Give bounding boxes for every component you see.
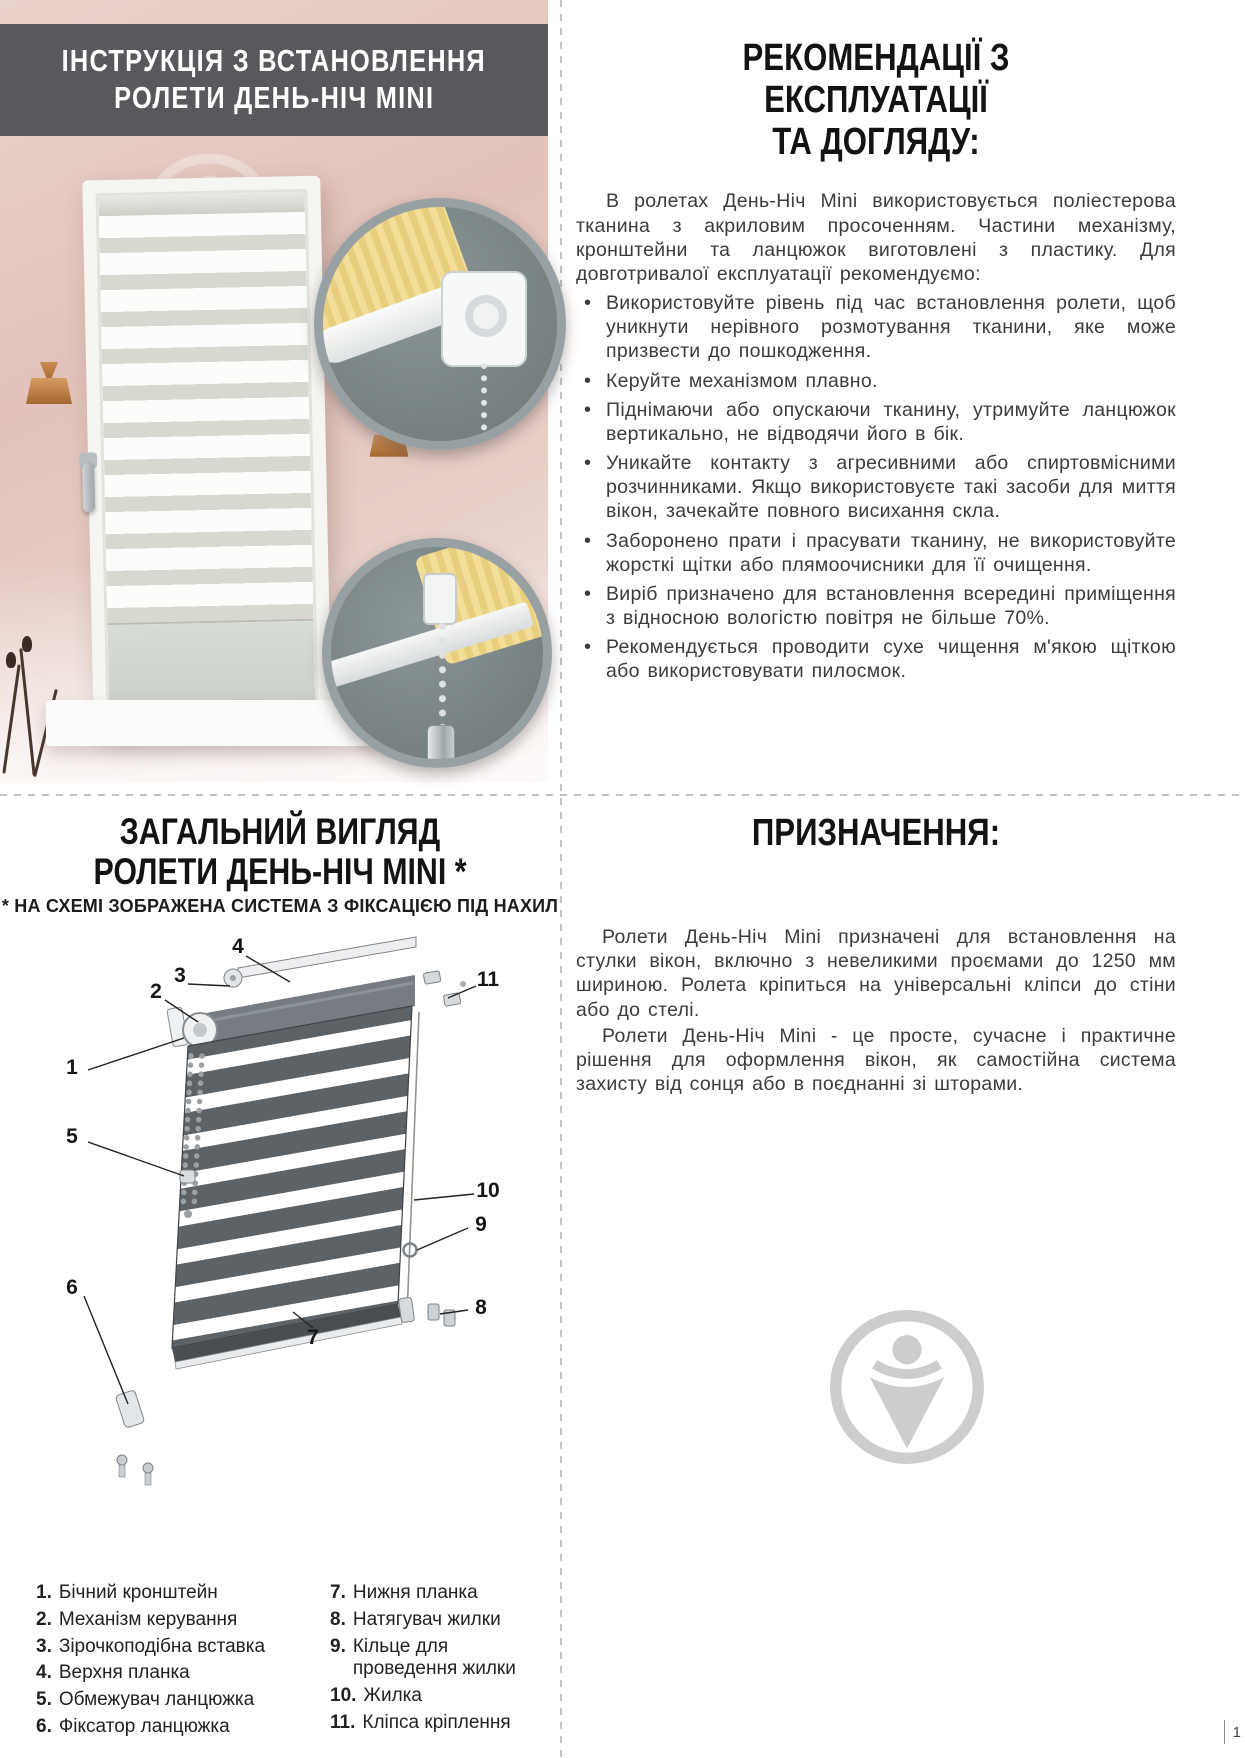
- recommendation-item: [576, 369, 1176, 393]
- legend-label: Зірочкоподібна вставка: [58, 1635, 266, 1657]
- control-mechanism-icon: [441, 271, 527, 367]
- bead-chain-icon: [481, 363, 487, 450]
- recommendation-text: Уникайте контакту з агресивними або спиртовмісними розчинниками. Якщо використовуєте такі засоби для миття вікон, зачекайте повного висихання скла.: [606, 452, 1176, 523]
- window-sill: [46, 700, 376, 746]
- recommendations-section: [576, 0, 1176, 684]
- callout-4: 4: [232, 935, 244, 958]
- legend-label: Жилка: [363, 1685, 422, 1707]
- mechanism-closeup-circle: [314, 198, 566, 450]
- window-handle-icon: [82, 462, 95, 512]
- window-with-blind: [82, 176, 332, 737]
- recommendations-intro: В ролетах День-Ніч Mini використовується поліестерова тканина з акриловим просоченням. Частини механізму, кронштейни та ланцюжок виготовлені з пластику. Для довготривалої експлуатації рекомендуємо:: [576, 190, 1176, 285]
- chain-clip-icon: [423, 573, 457, 625]
- page-number: [1224, 1720, 1241, 1744]
- legend-number: 1.: [36, 1582, 52, 1603]
- recommendation-item: [576, 635, 1176, 683]
- screw-part: [143, 1463, 153, 1473]
- page-number-value: 1: [1232, 1723, 1241, 1741]
- legend-number: 4.: [36, 1662, 52, 1684]
- recommendation-text: Рекомендується проводити сухе чищення м'якою щіткою або використовувати пилосмок.: [606, 636, 1176, 683]
- recommendations-title-line1: РЕКОМЕНДАЦІЇ З ЕКСПЛУАТАЦІЇ: [742, 37, 1010, 121]
- callout-5: 5: [66, 1125, 78, 1148]
- bead-chain-icon: [439, 623, 446, 731]
- purpose-section: [576, 812, 1176, 1096]
- overview-title-line2: РОЛЕТИ ДЕНЬ-НІЧ MINI *: [93, 850, 467, 892]
- legend-item: [330, 1685, 550, 1708]
- vertical-dashed-divider: [560, 0, 562, 1758]
- legend-label: Натягувач жилки: [352, 1608, 501, 1630]
- chain-weight-icon: [427, 725, 455, 765]
- legend-label: Фіксатор ланцюжка: [58, 1715, 230, 1737]
- overview-title-line1: ЗАГАЛЬНИЙ ВИГЛЯД: [119, 811, 441, 852]
- tensioner-part: [428, 1304, 439, 1320]
- legend-item: [36, 1636, 316, 1659]
- overview-subtitle: * НА СХЕМІ ЗОБРАЖЕНА СИСТЕМА З ФІКСАЦІЄЮ ПІД НАХИЛ: [1, 896, 559, 916]
- legend-item: [330, 1636, 550, 1682]
- legend-right-column: [330, 1582, 550, 1739]
- purpose-paragraph-1: Ролети День-Ніч Mini призначені для встановлення на стулки вікон, включно з невеликими проємами до 1250 мм шириною. Ролета кріпиться на універсальні кліпси до стіни або до стелі.: [576, 926, 1176, 1021]
- install-title-line1: ІНСТРУКЦІЯ З ВСТАНОВЛЕННЯ: [61, 43, 487, 79]
- chain-stopper-part: [180, 1170, 195, 1183]
- legend-number: 8.: [330, 1608, 346, 1630]
- legend-item: [330, 1712, 550, 1735]
- recommendation-item: [576, 529, 1176, 577]
- legend-number: 9.: [330, 1635, 346, 1657]
- install-title-line2: РОЛЕТИ ДЕНЬ-НІЧ MINI: [113, 80, 435, 115]
- tensioner-part: [398, 1297, 414, 1323]
- plant-bud-icon: [6, 652, 16, 668]
- legend-number: 11.: [330, 1711, 356, 1733]
- callout-3: 3: [174, 964, 186, 987]
- installation-photo: [0, 0, 548, 782]
- legend-label: Верхня планка: [58, 1662, 190, 1684]
- purpose-title-text: ПРИЗНАЧЕННЯ:: [751, 812, 1001, 854]
- legend-label: Обмежувач ланцюжка: [58, 1689, 255, 1711]
- plant-bud-icon: [22, 636, 32, 652]
- screw-part: [117, 1455, 127, 1465]
- callout-10: 10: [476, 1179, 500, 1202]
- clip-part: [443, 993, 461, 1007]
- brand-watermark-icon: [826, 1306, 988, 1468]
- roller-blind-diagram: [0, 920, 560, 1580]
- legend-item: [330, 1582, 550, 1605]
- legend-left-column: [36, 1582, 316, 1743]
- legend-item: [36, 1689, 316, 1712]
- screw-part: [460, 981, 466, 987]
- top-bar-part: [238, 937, 416, 978]
- zebra-blind-fabric: [99, 212, 314, 625]
- callout-2: 2: [150, 980, 162, 1003]
- fabric-part: [172, 1006, 412, 1348]
- overview-title: [0, 812, 560, 892]
- horizontal-dashed-divider: [0, 794, 1245, 796]
- chain-fixator-part: [115, 1390, 145, 1429]
- legend-item: [36, 1716, 316, 1739]
- window-frame: [95, 189, 318, 723]
- recommendation-text: Піднімаючи або опускаючи тканину, утримуйте ланцюжок вертикально, не відводячи його в бік.: [606, 398, 1176, 445]
- clip-part: [423, 971, 441, 985]
- callout-9: 9: [475, 1213, 487, 1236]
- legend-label: Бічний кронштейн: [58, 1582, 218, 1603]
- purpose-title: [576, 812, 1176, 855]
- legend-number: 6.: [36, 1715, 52, 1737]
- legend-item: [36, 1662, 316, 1685]
- callout-6: 6: [66, 1276, 78, 1299]
- legend-item: [36, 1609, 316, 1632]
- wall-lamp-icon: [26, 362, 72, 404]
- recommendations-title-line2: ТА ДОГЛЯДУ:: [772, 120, 980, 163]
- recommendation-item: [576, 398, 1176, 446]
- recommendation-item: [576, 291, 1176, 364]
- legend-label: Нижня планка: [352, 1582, 478, 1603]
- legend-label: Механізм керування: [58, 1608, 238, 1630]
- recommendations-list: [576, 291, 1176, 684]
- legend-label: Кліпса кріплення: [362, 1711, 511, 1733]
- install-title-banner: [0, 24, 548, 136]
- callout-11: 11: [476, 968, 500, 991]
- legend-item: [36, 1582, 316, 1605]
- legend-number: 2.: [36, 1608, 52, 1630]
- legend-number: 10.: [330, 1685, 357, 1707]
- legend-number: 7.: [330, 1582, 346, 1603]
- legend-number: 5.: [36, 1689, 52, 1711]
- recommendation-text: Керуйте механізмом плавно.: [606, 369, 878, 392]
- callout-1: 1: [66, 1056, 78, 1079]
- callout-8: 8: [475, 1296, 487, 1319]
- recommendation-text: Використовуйте рівень під час встановлення ролети, щоб уникнути нерівного розмотування тканини, яке може призвести до пошкодження.: [606, 292, 1176, 363]
- recommendation-text: Заборонено прати і прасувати тканину, не використовуйте жорсткі щітки або плямоочисники для її очищення.: [606, 529, 1176, 576]
- chain-closeup-circle: [322, 538, 552, 768]
- recommendation-item: [576, 451, 1176, 524]
- recommendation-text: Виріб призначено для встановлення всередині приміщення з відносною вологістю повітря не більше 70%.: [606, 582, 1176, 630]
- diagram-drawing: [0, 920, 560, 1580]
- legend-item: [330, 1609, 550, 1632]
- legend-number: 3.: [36, 1635, 52, 1657]
- callout-7: 7: [307, 1326, 319, 1349]
- recommendations-title: [576, 38, 1176, 163]
- purpose-paragraph-2: Ролети День-Ніч Mini - це просте, сучасне і практичне рішення для оформлення вікон, як самостійна система захисту від сонця або в поєднанні зі шторами.: [576, 1024, 1176, 1096]
- legend-label: Кільце для проведення жилки: [352, 1635, 516, 1680]
- recommendation-item: [576, 582, 1176, 630]
